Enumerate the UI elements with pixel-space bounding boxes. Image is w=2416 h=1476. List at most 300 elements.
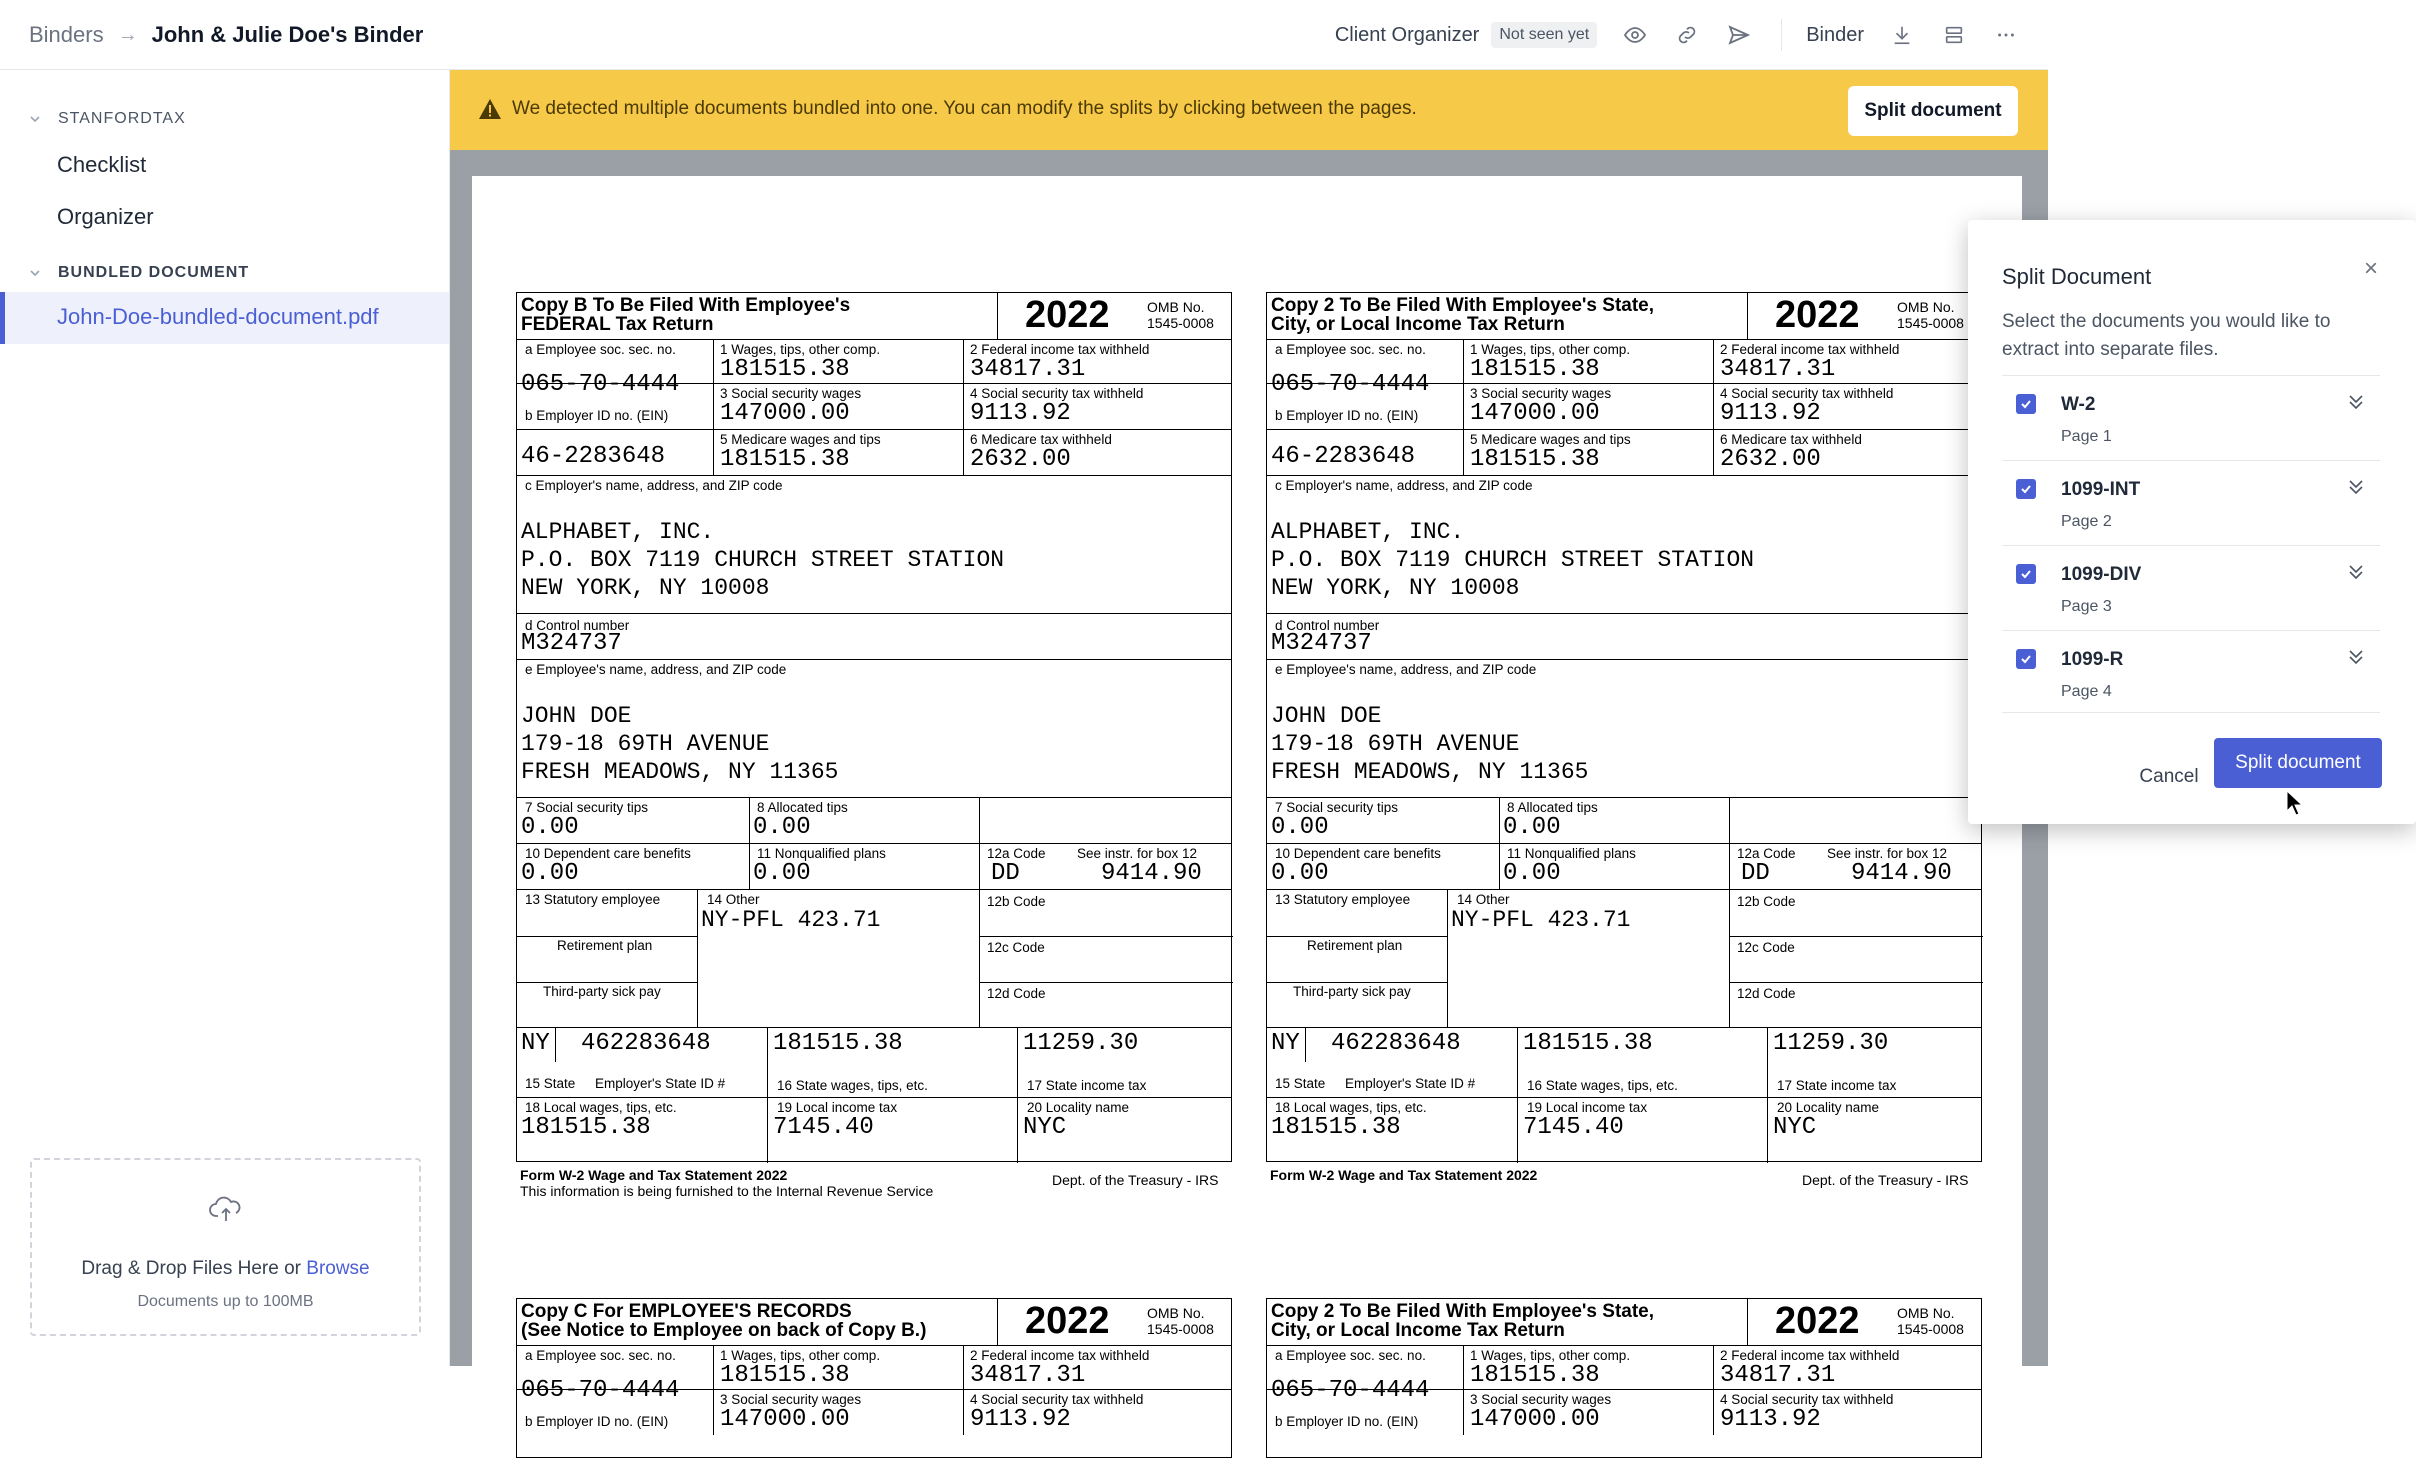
- document-page: Page 2: [2061, 513, 2112, 530]
- section-stanfordtax[interactable]: [28, 110, 186, 128]
- form-divider: [979, 890, 980, 1027]
- chevrons-down-icon[interactable]: [2346, 475, 2366, 499]
- form-divider: [1499, 844, 1500, 889]
- form-field: 6 Medicare tax withheld: [970, 432, 1112, 447]
- form-field: NY-PFL 423.71: [1451, 907, 1631, 933]
- form-divider: [1267, 982, 1447, 983]
- form-field: 12d Code: [987, 986, 1046, 1001]
- form-divider: [713, 1346, 714, 1389]
- form-field: 34817.31: [970, 1362, 1086, 1389]
- form-field: c Employer's name, address, and ZIP code: [1275, 478, 1533, 493]
- form-divider: [963, 430, 964, 475]
- form-field: 12c Code: [1737, 940, 1795, 955]
- dropzone-instructions: Drag & Drop Files Here or: [81, 1258, 301, 1279]
- form-field: 3 Social security wages: [720, 1392, 862, 1407]
- list-item[interactable]: [2002, 460, 2380, 545]
- form-field: 0.00: [1503, 860, 1561, 887]
- document-name: 1099-INT: [2061, 479, 2141, 500]
- form-field: 1545-0008: [1897, 1321, 1964, 1337]
- form-row: [1267, 843, 1981, 889]
- form-field: 3 Social security wages: [720, 386, 862, 401]
- document-page: Page 1: [2061, 428, 2112, 445]
- form-field: 0.00: [753, 814, 811, 841]
- form-field: 2 Federal income tax withheld: [1720, 1348, 1900, 1363]
- form-field: 181515.38: [1470, 356, 1600, 383]
- form-divider: [1747, 293, 1748, 339]
- browse-link[interactable]: Browse: [306, 1258, 370, 1279]
- form-row: [1267, 475, 1981, 613]
- form-field: See instr. for box 12: [1827, 846, 1948, 861]
- form-field: NEW YORK, NY 10008: [1271, 575, 1520, 601]
- form-field: 12a Code: [1737, 846, 1796, 861]
- form-field: FRESH MEADOWS, NY 11365: [1271, 759, 1589, 785]
- form-field: 8 Allocated tips: [757, 800, 848, 815]
- form-divider: [749, 844, 750, 889]
- form-field: 1 Wages, tips, other comp.: [720, 342, 881, 357]
- form-field: Copy C For EMPLOYEE'S RECORDS: [521, 1301, 852, 1322]
- checkbox[interactable]: [2016, 394, 2036, 414]
- document-viewer[interactable]: [450, 70, 2378, 1433]
- form-divider: [997, 1299, 998, 1345]
- form-field: 181515.38: [1271, 1114, 1401, 1141]
- form-field: 18 Local wages, tips, etc.: [525, 1100, 677, 1115]
- form-divider: [713, 1390, 714, 1435]
- form-field: 4 Social security tax withheld: [1720, 1392, 1894, 1407]
- document-name: 1099-DIV: [2061, 564, 2142, 585]
- form-field: 16 State wages, tips, etc.: [777, 1078, 928, 1093]
- form-field: 2022: [1025, 1300, 1110, 1342]
- form-frame: [1266, 292, 1982, 1162]
- sidebar-item-organizer[interactable]: Organizer: [57, 204, 154, 229]
- form-field: 0.00: [1271, 814, 1329, 841]
- form-divider: [963, 1346, 964, 1389]
- form-field: c Employer's name, address, and ZIP code: [525, 478, 783, 493]
- document-page: Page 4: [2061, 683, 2112, 700]
- warning-icon: [478, 98, 502, 120]
- form-divider: [1767, 1098, 1768, 1163]
- document-page: Page 3: [2061, 598, 2112, 615]
- list-item[interactable]: [2002, 630, 2380, 715]
- form-field: OMB No.: [1897, 299, 1955, 315]
- form-field: 462283648: [581, 1030, 711, 1057]
- form-divider: [1499, 798, 1500, 843]
- form-field: 147000.00: [720, 1406, 850, 1433]
- checkbox[interactable]: [2016, 479, 2036, 499]
- form-field: 065-70-4444: [521, 371, 680, 398]
- form-field: d Control number: [525, 618, 630, 633]
- form-field: 9113.92: [970, 1406, 1071, 1433]
- form-divider: [713, 384, 714, 429]
- form-divider: [1729, 844, 1730, 889]
- form-field: 20 Locality name: [1777, 1100, 1880, 1115]
- form-divider: [1713, 430, 1714, 475]
- form-field: a Employee soc. sec. no.: [1275, 342, 1426, 357]
- form-field: 12a Code: [987, 846, 1046, 861]
- form-footer-title: Form W-2 Wage and Tax Statement 2022: [520, 1167, 788, 1183]
- dropzone-text: [32, 1258, 419, 1280]
- form-field: 1 Wages, tips, other comp.: [1470, 1348, 1631, 1363]
- form-field: See instr. for box 12: [1077, 846, 1198, 861]
- breadcrumb-arrow-icon: →: [117, 23, 138, 46]
- chevrons-down-icon[interactable]: [2346, 560, 2366, 584]
- form-field: FEDERAL Tax Return: [521, 314, 714, 335]
- form-field: Copy B To Be Filed With Employee's: [521, 295, 851, 316]
- section-label: BUNDLED DOCUMENT: [58, 264, 250, 281]
- form-row: [1267, 797, 1981, 843]
- form-field: 15 State: [1275, 1076, 1326, 1091]
- form-field: 179-18 69TH AVENUE: [1271, 731, 1520, 757]
- checkbox[interactable]: [2016, 564, 2036, 584]
- form-divider: [697, 890, 698, 1027]
- form-field: 2 Federal income tax withheld: [970, 1348, 1150, 1363]
- form-field: a Employee soc. sec. no.: [525, 342, 676, 357]
- split-document-popup: [1968, 220, 2416, 824]
- form-divider: [1729, 798, 1730, 843]
- header-divider: [1781, 19, 1782, 51]
- form-field: 0.00: [753, 860, 811, 887]
- form-divider: [517, 936, 697, 937]
- form-field: 181515.38: [1523, 1030, 1653, 1057]
- stack-icon[interactable]: [1940, 21, 1968, 49]
- form-divider: [1729, 936, 1983, 937]
- form-field: 0.00: [521, 814, 579, 841]
- form-field: 181515.38: [773, 1030, 903, 1057]
- form-field: 3 Social security wages: [1470, 386, 1612, 401]
- form-divider: [1463, 384, 1464, 429]
- form-field: 6 Medicare tax withheld: [1720, 432, 1862, 447]
- form-field: 1545-0008: [1897, 315, 1964, 331]
- form-row: [517, 797, 1231, 843]
- form-field: 2022: [1775, 1300, 1860, 1342]
- form-field: 5 Medicare wages and tips: [1470, 432, 1631, 447]
- client-organizer-label[interactable]: Client Organizer: [1334, 23, 1480, 46]
- form-field: 17 State income tax: [1027, 1078, 1147, 1093]
- form-divider: [749, 798, 750, 843]
- close-icon[interactable]: ×: [2363, 255, 2378, 282]
- form-field: 17 State income tax: [1777, 1078, 1897, 1093]
- form-field: 2022: [1025, 294, 1110, 336]
- form-row: [517, 613, 1231, 659]
- form-field: 11259.30: [1773, 1030, 1889, 1057]
- form-field: 0.00: [521, 860, 579, 887]
- form-divider: [517, 982, 697, 983]
- form-frame: [1266, 1298, 1982, 1458]
- form-divider: [1463, 340, 1464, 383]
- form-field: JOHN DOE: [1271, 703, 1382, 729]
- download-icon[interactable]: [1888, 21, 1916, 49]
- form-divider: [713, 340, 714, 383]
- form-divider: [767, 1098, 768, 1163]
- form-field: NY: [521, 1030, 550, 1057]
- chevrons-down-icon[interactable]: [2346, 645, 2366, 669]
- form-field: 12b Code: [987, 894, 1046, 909]
- form-divider: [979, 844, 980, 889]
- form-row: [1267, 659, 1981, 797]
- form-field: 2632.00: [970, 446, 1071, 473]
- form-field: 181515.38: [521, 1114, 651, 1141]
- form-field: 19 Local income tax: [777, 1100, 898, 1115]
- form-field: FRESH MEADOWS, NY 11365: [521, 759, 839, 785]
- form-field: 8 Allocated tips: [1507, 800, 1598, 815]
- form-row: [517, 1097, 1231, 1163]
- sidebar-item-checklist[interactable]: Checklist: [57, 152, 147, 177]
- chevron-down-icon: [28, 266, 42, 280]
- form-field: Retirement plan: [1307, 938, 1403, 953]
- form-field: 147000.00: [1470, 400, 1600, 427]
- link-icon[interactable]: [1673, 21, 1701, 49]
- form-field: 9414.90: [1851, 860, 1952, 887]
- checkbox[interactable]: [2016, 649, 2036, 669]
- form-field: 462283648: [1331, 1030, 1461, 1057]
- form-field: 1 Wages, tips, other comp.: [1470, 342, 1631, 357]
- form-frame: [516, 1298, 1232, 1458]
- form-field: NYC: [1773, 1114, 1817, 1141]
- list-divider: [2002, 712, 2380, 713]
- form-divider: [1447, 890, 1448, 1027]
- form-field: 2632.00: [1720, 446, 1821, 473]
- form-divider: [1747, 1299, 1748, 1345]
- form-field: JOHN DOE: [521, 703, 632, 729]
- mouse-cursor-icon: [2286, 790, 2304, 816]
- form-field: b Employer ID no. (EIN): [525, 1414, 669, 1429]
- form-field: Retirement plan: [557, 938, 653, 953]
- form-field: 065-70-4444: [1271, 1377, 1430, 1404]
- form-field: 15 State: [525, 1076, 576, 1091]
- form-field: Copy 2 To Be Filed With Employee's State,: [1271, 1301, 1655, 1322]
- form-field: ALPHABET, INC.: [1271, 519, 1465, 545]
- status-badge: Not seen yet: [1491, 22, 1597, 48]
- form-row: [1267, 1027, 1981, 1097]
- send-icon[interactable]: [1725, 21, 1753, 49]
- form-field: 1 Wages, tips, other comp.: [720, 1348, 881, 1363]
- form-row: [517, 889, 1231, 1027]
- form-field: NEW YORK, NY 10008: [521, 575, 770, 601]
- form-field: 10 Dependent care benefits: [525, 846, 691, 861]
- form-row: [1267, 889, 1981, 1027]
- form-field: M324737: [521, 630, 622, 657]
- form-row: [1267, 429, 1981, 475]
- form-field: ALPHABET, INC.: [521, 519, 715, 545]
- sidebar-item-file[interactable]: [0, 292, 449, 344]
- form-field: City, or Local Income Tax Return: [1271, 314, 1565, 335]
- form-field: 34817.31: [1720, 356, 1836, 383]
- form-field: City, or Local Income Tax Return: [1271, 1320, 1565, 1341]
- popup-description: Select the documents you would like to extract into separate files.: [2002, 311, 2331, 360]
- form-field: 9113.92: [1720, 400, 1821, 427]
- form-field: 147000.00: [720, 400, 850, 427]
- form-field: 11 Nonqualified plans: [1507, 846, 1636, 861]
- form-row: [1267, 613, 1981, 659]
- form-divider: [1463, 430, 1464, 475]
- form-field: 11 Nonqualified plans: [757, 846, 886, 861]
- form-divider: [1729, 982, 1983, 983]
- form-row: [517, 659, 1231, 797]
- form-field: e Employee's name, address, and ZIP code: [525, 662, 787, 677]
- form-field: 065-70-4444: [1271, 371, 1430, 398]
- top-bar: [0, 0, 2048, 70]
- breadcrumb: [29, 0, 423, 70]
- form-divider: [555, 1028, 556, 1062]
- form-divider: [1767, 1028, 1768, 1097]
- dropzone-limit: Documents up to 100MB: [137, 1293, 314, 1310]
- file-dropzone[interactable]: [30, 1158, 421, 1336]
- form-field: 20 Locality name: [1027, 1100, 1130, 1115]
- form-divider: [963, 384, 964, 429]
- form-row: [517, 843, 1231, 889]
- form-field: 181515.38: [1470, 446, 1600, 473]
- popup-title: Split Document: [2002, 264, 2152, 289]
- form-field: 1545-0008: [1147, 315, 1214, 331]
- form-field: 34817.31: [970, 356, 1086, 383]
- form-field: 11259.30: [1023, 1030, 1139, 1057]
- form-row: [517, 475, 1231, 613]
- file-name: John-Doe-bundled-document.pdf: [57, 304, 379, 329]
- banner-split-button[interactable]: Split document: [1848, 86, 2018, 136]
- form-divider: [1017, 1028, 1018, 1097]
- form-field: 4 Social security tax withheld: [1720, 386, 1894, 401]
- form-field: 3 Social security wages: [1470, 1392, 1612, 1407]
- form-field: Employer's State ID #: [595, 1076, 726, 1091]
- form-frame: [516, 292, 1232, 1162]
- form-divider: [1713, 340, 1714, 383]
- split-warning-banner: [450, 70, 2048, 150]
- form-field: 181515.38: [720, 356, 850, 383]
- form-field: 2022: [1775, 294, 1860, 336]
- form-field: 7145.40: [1523, 1114, 1624, 1141]
- form-divider: [1517, 1028, 1518, 1097]
- chevron-down-icon: [28, 112, 42, 126]
- form-field: 14 Other: [707, 892, 760, 907]
- form-field: 4 Social security tax withheld: [970, 386, 1144, 401]
- banner-message: We detected multiple documents bundled into one. You can modify the splits by clicking between the pages.: [512, 98, 1417, 119]
- form-field: 2 Federal income tax withheld: [1720, 342, 1900, 357]
- form-field: Third-party sick pay: [543, 984, 661, 999]
- form-field: Copy 2 To Be Filed With Employee's State,: [1271, 295, 1655, 316]
- form-divider: [1463, 1346, 1464, 1389]
- form-field: (See Notice to Employee on back of Copy B.): [521, 1320, 927, 1341]
- form-field: 12b Code: [1737, 894, 1796, 909]
- form-field: 065-70-4444: [521, 1377, 680, 1404]
- form-divider: [1713, 1346, 1714, 1389]
- form-field: 16 State wages, tips, etc.: [1527, 1078, 1678, 1093]
- document-name: 1099-R: [2061, 649, 2124, 670]
- form-divider: [1517, 1098, 1518, 1163]
- split-document-button[interactable]: Split document: [2214, 738, 2382, 788]
- form-divider: [1463, 1390, 1464, 1435]
- form-divider: [979, 798, 980, 843]
- form-field: 18 Local wages, tips, etc.: [1275, 1100, 1427, 1115]
- form-footer-dept: Dept. of the Treasury - IRS: [1052, 1172, 1219, 1188]
- form-field: 181515.38: [720, 446, 850, 473]
- form-divider: [1267, 936, 1447, 937]
- form-field: Third-party sick pay: [1293, 984, 1411, 999]
- form-divider: [963, 1390, 964, 1435]
- section-bundled-document[interactable]: [28, 264, 249, 282]
- form-field: 34817.31: [1720, 1362, 1836, 1389]
- form-field: b Employer ID no. (EIN): [525, 408, 669, 423]
- binder-label[interactable]: Binder: [1806, 23, 1864, 46]
- form-field: NYC: [1023, 1114, 1067, 1141]
- form-divider: [979, 982, 1233, 983]
- form-divider: [1713, 384, 1714, 429]
- list-item[interactable]: [2002, 375, 2380, 460]
- form-field: 5 Medicare wages and tips: [720, 432, 881, 447]
- form-field: M324737: [1271, 630, 1372, 657]
- form-field: 181515.38: [1470, 1362, 1600, 1389]
- form-field: 10 Dependent care benefits: [1275, 846, 1441, 861]
- cloud-upload-icon: [209, 1194, 243, 1224]
- form-field: 46-2283648: [521, 443, 666, 470]
- form-divider: [979, 936, 1233, 937]
- form-divider: [713, 430, 714, 475]
- form-field: 1545-0008: [1147, 1321, 1214, 1337]
- form-field: 0.00: [1503, 814, 1561, 841]
- document-name: W-2: [2061, 394, 2096, 415]
- form-field: 0.00: [1271, 860, 1329, 887]
- form-field: 12d Code: [1737, 986, 1796, 1001]
- form-field: P.O. BOX 7119 CHURCH STREET STATION: [1271, 547, 1755, 573]
- form-field: 46-2283648: [1271, 443, 1416, 470]
- form-field: OMB No.: [1147, 299, 1205, 315]
- form-row: [1267, 1097, 1981, 1163]
- form-field: NY-PFL 423.71: [701, 907, 881, 933]
- form-field: P.O. BOX 7119 CHURCH STREET STATION: [521, 547, 1005, 573]
- form-divider: [767, 1028, 768, 1097]
- header-actions: [1335, 0, 2048, 70]
- form-field: e Employee's name, address, and ZIP code: [1275, 662, 1537, 677]
- form-field: 181515.38: [720, 1362, 850, 1389]
- pdf-page: [472, 176, 2022, 1476]
- form-divider: [963, 340, 964, 383]
- form-divider: [1017, 1098, 1018, 1163]
- eye-icon[interactable]: [1621, 21, 1649, 49]
- form-divider: [1713, 1390, 1714, 1435]
- section-label: STANFORDTAX: [58, 110, 186, 127]
- form-divider: [1729, 890, 1730, 1027]
- form-field: 14 Other: [1457, 892, 1510, 907]
- form-field: 12c Code: [987, 940, 1045, 955]
- form-field: 147000.00: [1470, 1406, 1600, 1433]
- form-field: 2 Federal income tax withheld: [970, 342, 1150, 357]
- breadcrumb-binders[interactable]: Binders: [29, 22, 104, 47]
- form-row: [517, 429, 1231, 475]
- form-footer-sub: This information is being furnished to the Internal Revenue Service: [520, 1183, 934, 1199]
- form-field: Employer's State ID #: [1345, 1076, 1476, 1091]
- form-field: 13 Statutory employee: [525, 892, 661, 907]
- form-field: 4 Social security tax withheld: [970, 1392, 1144, 1407]
- cancel-button[interactable]: Cancel: [2114, 752, 2224, 802]
- form-field: DD: [991, 860, 1020, 887]
- form-field: 9113.92: [970, 400, 1071, 427]
- list-item[interactable]: [2002, 545, 2380, 630]
- form-field: 7145.40: [773, 1114, 874, 1141]
- form-field: 7 Social security tips: [1275, 800, 1399, 815]
- form-divider: [1305, 1028, 1306, 1062]
- chevrons-down-icon[interactable]: [2346, 390, 2366, 414]
- form-field: 9414.90: [1101, 860, 1202, 887]
- form-field: NY: [1271, 1030, 1300, 1057]
- form-field: a Employee soc. sec. no.: [525, 1348, 676, 1363]
- sidebar: [0, 70, 450, 1366]
- form-field: 9113.92: [1720, 1406, 1821, 1433]
- form-divider: [997, 293, 998, 339]
- form-field: 7 Social security tips: [525, 800, 649, 815]
- form-row: [517, 1027, 1231, 1097]
- form-field: a Employee soc. sec. no.: [1275, 1348, 1426, 1363]
- more-options-icon[interactable]: [1992, 21, 2020, 49]
- form-field: 19 Local income tax: [1527, 1100, 1648, 1115]
- form-field: OMB No.: [1897, 1305, 1955, 1321]
